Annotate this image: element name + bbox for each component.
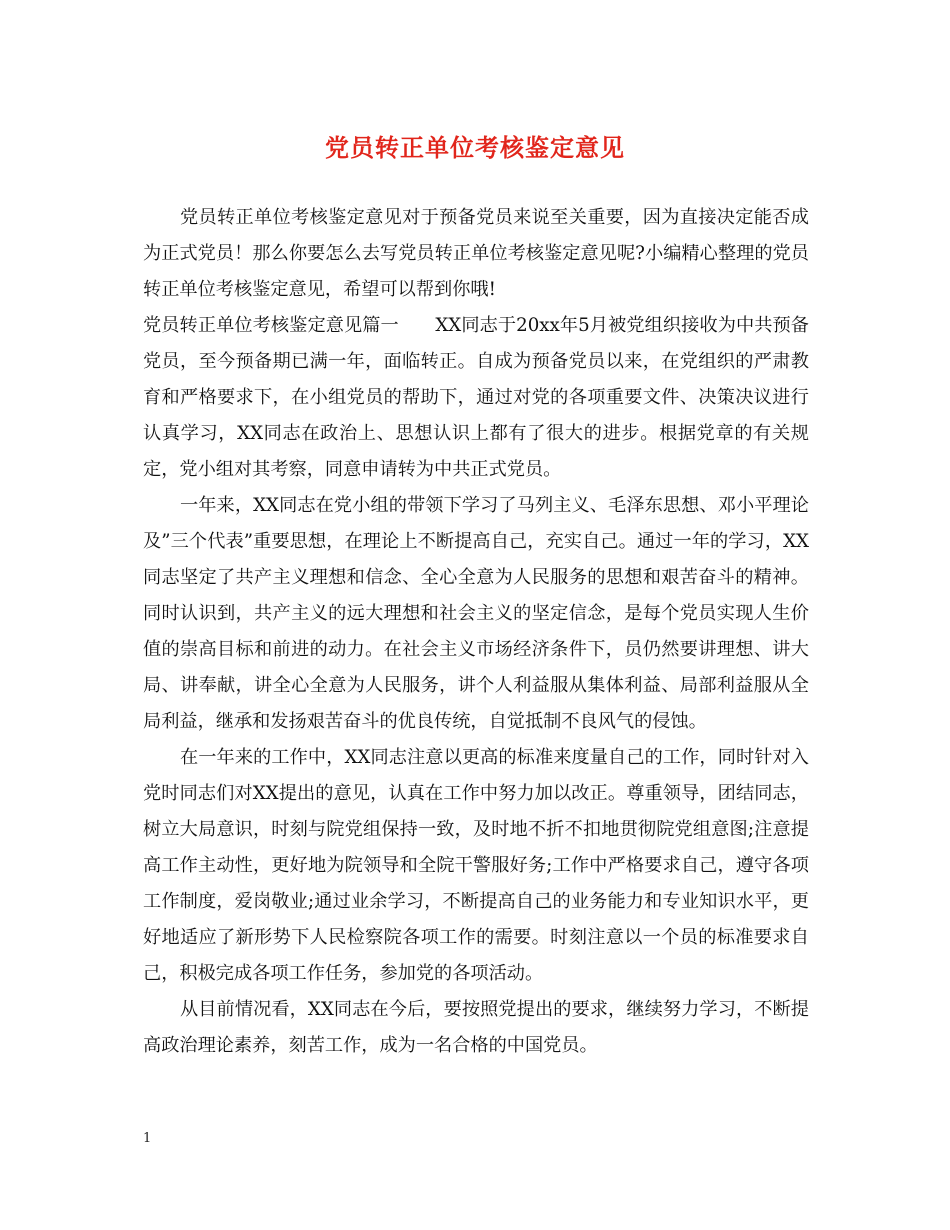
section-one-paragraph: 党员转正单位考核鉴定意见篇一 XX同志于20xx年5月被党组织接收为中共预备党员，至今预备期已满一年，面临转正。自成为预备党员以来，在党组织的严肃教育和严格要求下，在小组党员的帮助下，通过对党的各项重要文件、决策决议进行认真学习，XX同志在政治上、思想认识上都有了很大的进步。根据党章的有关规定，党小组对其考察，同意申请转为中共正式党员。 bbox=[143, 315, 809, 480]
study-paragraph: 一年来，XX同志在党小组的带领下学习了马列主义、毛泽东思想、邓小平理论及”三个代表”重要思想，在理论上不断提高自己，充实自己。通过一年的学习，XX同志坚定了共产主义理想和信念、全心全意为人民服务的思想和艰苦奋斗的精神。同时认识到，共产主义的远大理想和社会主义的坚定信念，是每个党员实现人生价值的崇高目标和前进的动力。在社会主义市场经济条件下，员仍然要讲理想、讲大局、讲奉献，讲全心全意为人民服务，讲个人利益服从集体利益、局部利益服从全局利益，继承和发扬艰苦奋斗的优良传统，自觉抵制不良风气的侵蚀。 bbox=[143, 495, 809, 732]
future-paragraph: 从目前情况看，XX同志在今后，要按照党提出的要求，继续努力学习，不断提高政治理论素养，刻苦工作，成为一名合格的中国党员。 bbox=[143, 999, 809, 1056]
document-body bbox=[143, 200, 809, 1064]
page-number: 1 bbox=[143, 1131, 152, 1146]
work-paragraph: 在一年来的工作中，XX同志注意以更高的标准来度量自己的工作，同时针对入党时同志们对XX提出的意见，认真在工作中努力加以改正。尊重领导，团结同志，树立大局意识，时刻与院党组保持一致，及时地不折不扣地贯彻院党组意图;注意提高工作主动性，更好地为院领导和全院干警服好务;工作中严格要求自己，遵守各项工作制度，爱岗敬业;通过业余学习，不断提高自己的业务能力和专业知识水平，更好地适应了新形势下人民检察院各项工作的需要。时刻注意以一个员的标准要求自己，积极完成各项工作任务，参加党的各项活动。 bbox=[143, 747, 809, 984]
document-title: 党员转正单位考核鉴定意见 bbox=[325, 133, 625, 162]
intro-paragraph: 党员转正单位考核鉴定意见对于预备党员来说至关重要，因为直接决定能否成为正式党员！那么你要怎么去写党员转正单位考核鉴定意见呢?小编精心整理的党员转正单位考核鉴定意见，希望可以帮到你哦! bbox=[143, 207, 809, 300]
